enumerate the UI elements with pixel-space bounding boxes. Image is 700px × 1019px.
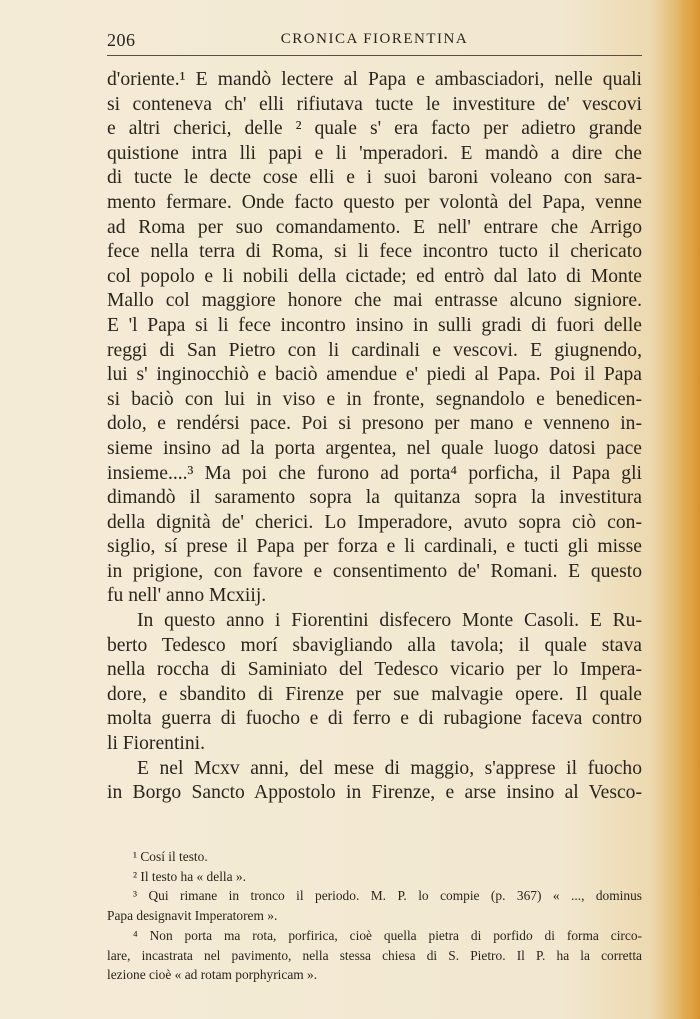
- footnotes: [107, 847, 642, 985]
- text-line: li Fiorentini.: [107, 733, 205, 755]
- footnote-separator: [107, 834, 642, 835]
- text-line: e altri cherici, delle ² quale s' era facto per adietro grande: [107, 118, 642, 140]
- main-text: [107, 68, 642, 806]
- text-line: Mallo col maggiore honore che mai entrasse alcuno signiore.: [107, 290, 642, 312]
- text-line: dimandò il saramento sopra la quitanza sopra la investitura: [107, 487, 642, 509]
- footnote-line: lezione cioè « ad rotam porphyricam ».: [107, 967, 318, 983]
- footnote-line: Papa designavit Imperatorem ».: [107, 908, 278, 924]
- header-rule: [107, 55, 642, 56]
- text-line: dore, e sbandito di Firenze per sue malvagie opere. Il quale: [107, 683, 642, 705]
- footnote-line: ² Il testo ha « della ».: [133, 868, 246, 884]
- text-line: d'oriente.¹ E mandò lectere al Papa e ambasciadori, nelle quali: [107, 69, 642, 90]
- text-line: si baciò con lui in viso e in fronte, segnandolo e benedicen-: [107, 388, 642, 410]
- text-line: col popolo e li nobili della cictade; ed entrò dal lato di Monte: [107, 265, 642, 287]
- text-line: sieme insino ad la porta argentea, nel quale luogo datosi pace: [107, 437, 642, 459]
- text-line: E 'l Papa si li fece incontro insino in sulli gradi di fuori delle: [107, 314, 642, 336]
- text-line: ad Roma per suo comandamento. E nell' entrare che Arrigo: [107, 216, 642, 238]
- text-line: In questo anno i Fiorentini disfecero Monte Casoli. E Ru-: [137, 610, 642, 632]
- text-line: molta guerra di fuocho e di ferro e di rubagione faceva contro: [107, 708, 642, 730]
- footnote-line: ¹ Cosí il testo.: [133, 849, 208, 864]
- text-line: mento fermare. Onde facto questo per volontà del Papa, venne: [107, 191, 642, 213]
- page-header: [107, 30, 642, 56]
- text-line: siglio, sí prese il Papa per forza e li cardinali, e tucti gli misse: [107, 536, 642, 558]
- running-title: CRONICA FIORENTINA: [280, 31, 469, 47]
- footnote-line: lare, incastrata nel pavimento, nella stessa chiesa di S. Pietro. Il P. ha la corretta: [107, 947, 642, 963]
- text-line: berto Tedesco morí sbavigliando alla tavola; il quale stava: [107, 634, 642, 656]
- text-line: reggi di San Pietro con li cardinali e vescovi. E giugnendo,: [107, 339, 642, 361]
- text-line: lui s' inginocchiò e baciò amendue e' piedi al Papa. Poi il Papa: [107, 364, 642, 386]
- text-line: della dignità de' cherici. Lo Imperadore, avuto sopra ciò con-: [107, 511, 642, 533]
- text-line: si conteneva ch' elli rifiutava tucte le investiture de' vescovi: [107, 93, 642, 115]
- footnote-line: ⁴ Non porta ma rota, porfirica, cioè quella pietra di porfido di forma circo-: [133, 927, 642, 943]
- text-line: fece nella terra di Roma, si li fece incontro tucto il chericato: [107, 241, 642, 263]
- text-line: dolo, e rendérsi pace. Poi si presono per mano e venneno in-: [107, 413, 642, 435]
- text-line: di tucte le decte cose elli e i suoi baroni voleano con sara-: [107, 167, 642, 189]
- text-line: nella roccha di Saminiato del Tedesco vicario per lo Impera-: [107, 659, 642, 681]
- page-number: 206: [107, 30, 136, 50]
- text-line: E nel Mcxv anni, del mese di maggio, s'apprese il fuocho: [137, 757, 642, 779]
- text-line: in prigione, con favore e consentimento de' Romani. E questo: [107, 560, 642, 582]
- text-line: insieme....³ Ma poi che furono ad porta⁴ porficha, il Papa gli: [107, 462, 642, 484]
- text-line: in Borgo Sancto Appostolo in Firenze, e arse insino al Vesco-: [107, 782, 642, 804]
- footnote-line: ³ Qui rimane in tronco il periodo. M. P. lo compie (p. 367) « ..., dominus: [133, 888, 642, 904]
- text-line: quistione intra lli papi e li 'mperadori. E mandò a dire che: [107, 142, 642, 164]
- text-line: fu nell' anno Mcxiij.: [107, 585, 267, 607]
- page-edge: [678, 0, 700, 1019]
